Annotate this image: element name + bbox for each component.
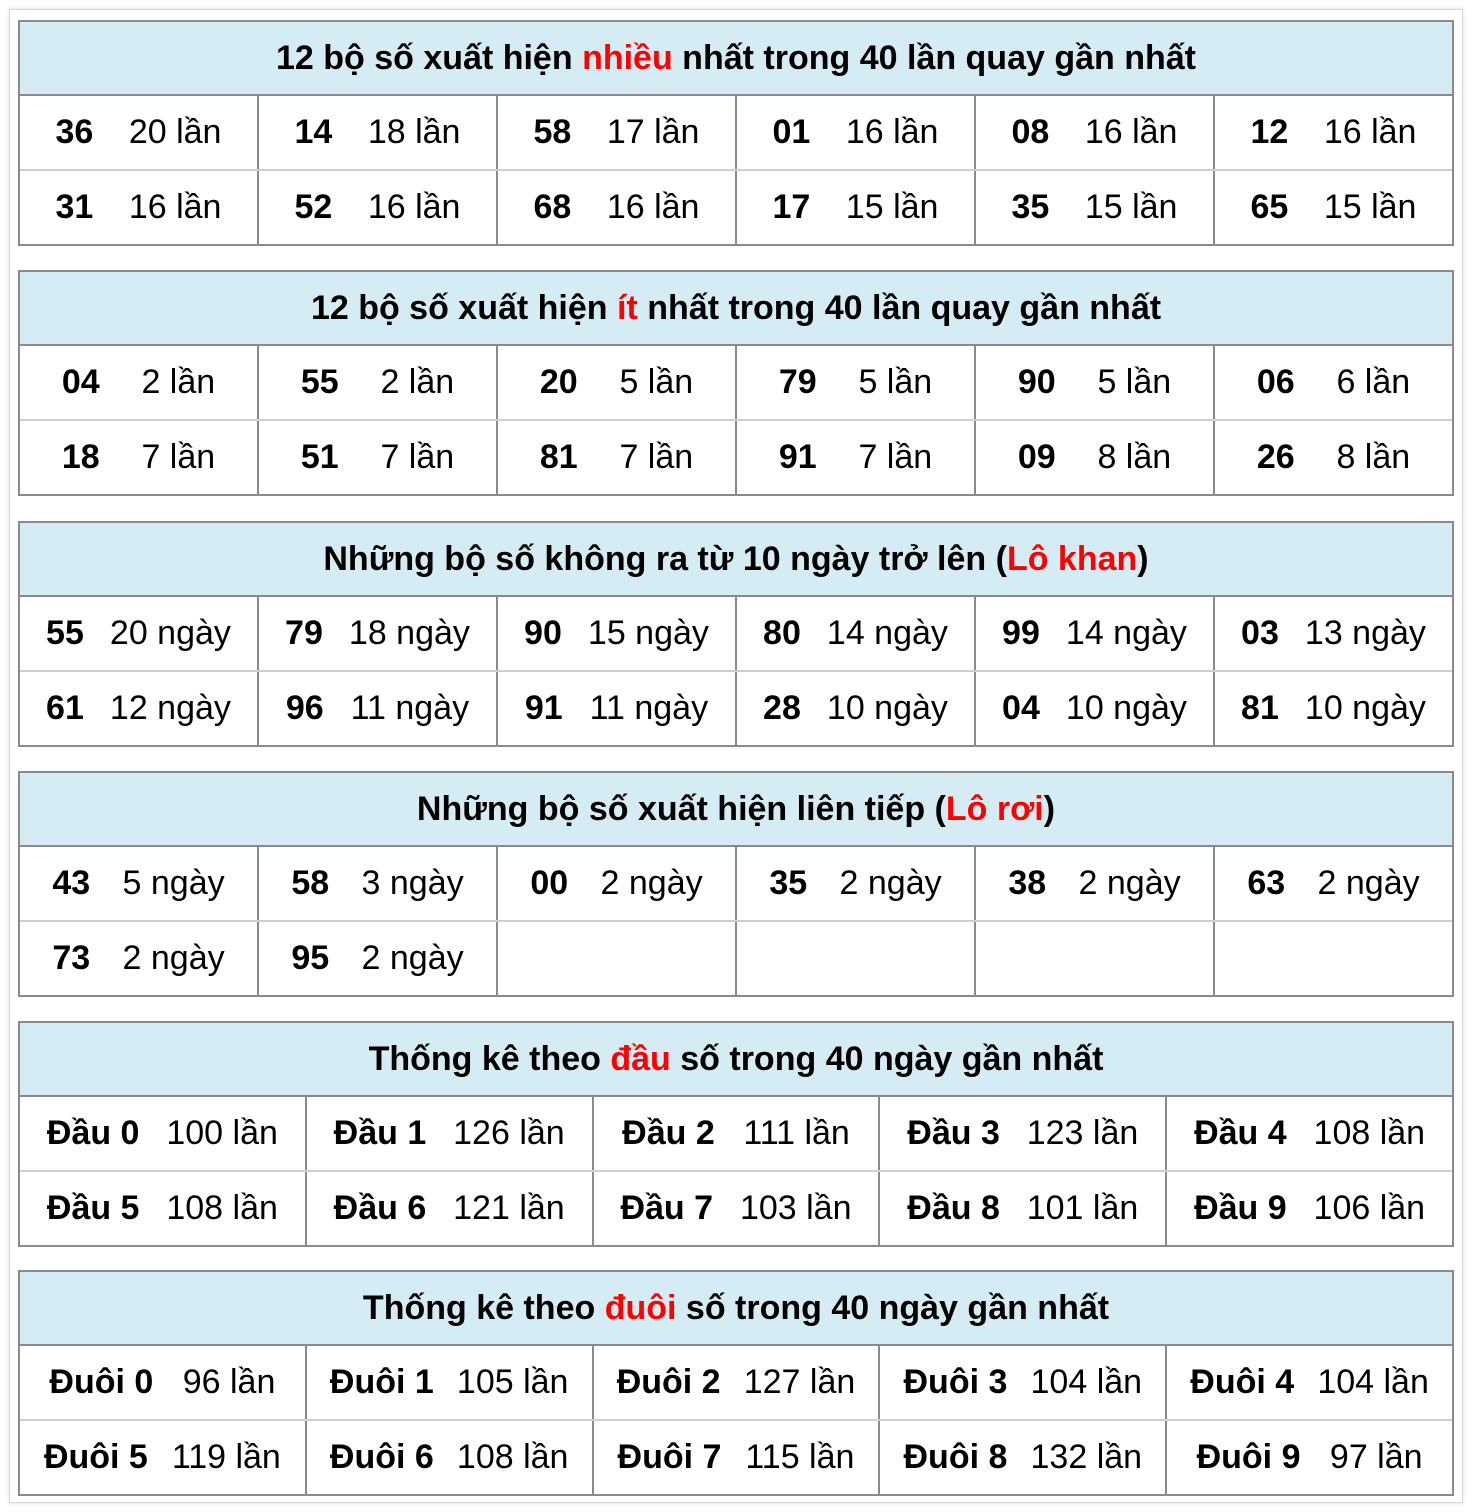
title-pre: Thống kê theo <box>362 1288 605 1327</box>
stat-number: 28 <box>763 689 801 727</box>
stat-number: 06 <box>1256 363 1295 401</box>
stat-count: 106 lần <box>1313 1189 1426 1227</box>
stat-cell <box>20 847 257 920</box>
stat-number: Đuôi 6 <box>329 1438 434 1476</box>
stat-number: 18 <box>61 438 100 476</box>
stat-number: 61 <box>46 689 84 727</box>
title-post: nhất trong 40 lần quay gần nhất <box>637 288 1162 327</box>
stat-count: 111 lần <box>743 1114 850 1152</box>
stat-number: 20 <box>539 363 578 401</box>
title-highlight: ít <box>617 288 638 327</box>
title-pre: Thống kê theo <box>368 1039 611 1078</box>
table-row <box>20 847 1452 920</box>
stat-count: 16 lần <box>606 188 700 226</box>
stat-count: 108 lần <box>456 1438 569 1476</box>
stat-number: 91 <box>778 438 817 476</box>
stat-number: Đầu 3 <box>907 1114 1000 1152</box>
stat-cell <box>20 96 257 169</box>
stat-count: 5 lần <box>858 363 933 401</box>
stat-cell <box>496 597 735 670</box>
stat-number: 91 <box>524 689 563 727</box>
stat-cell <box>496 96 735 169</box>
stat-cell <box>1213 672 1452 745</box>
stat-count: 2 ngày <box>839 864 942 902</box>
stat-count: 104 lần <box>1317 1363 1429 1401</box>
stat-count: 20 ngày <box>109 614 231 652</box>
stat-count: 16 lần <box>845 113 939 151</box>
table-row <box>20 597 1452 670</box>
stat-count: 108 lần <box>1313 1114 1426 1152</box>
title-pre: Những bộ số không ra từ 10 ngày trở lên ( <box>323 539 1007 578</box>
stat-cell <box>1213 597 1452 670</box>
stat-cell <box>878 1421 1165 1494</box>
stat-number: Đầu 6 <box>333 1189 427 1227</box>
stat-cell <box>1165 1097 1452 1170</box>
stat-cell <box>257 346 496 419</box>
stat-cell <box>20 421 257 494</box>
stat-cell <box>20 1421 305 1494</box>
stat-cell <box>1213 421 1452 494</box>
stat-number: 08 <box>1011 113 1050 151</box>
stat-number: Đuôi 9 <box>1196 1438 1301 1476</box>
title-post: ) <box>1043 789 1056 828</box>
stat-cell <box>1213 96 1452 169</box>
stat-count: 15 ngày <box>587 614 709 652</box>
stat-cell <box>1213 171 1452 244</box>
stat-cell <box>496 847 735 920</box>
stat-count: 2 ngày <box>1317 864 1420 902</box>
head-stats-table <box>18 1021 1454 1247</box>
stat-number: Đuôi 2 <box>616 1363 721 1401</box>
title-post: ) <box>1137 539 1149 578</box>
stat-cell <box>496 346 735 419</box>
stat-number: 51 <box>300 438 339 476</box>
stat-count: 15 lần <box>1323 188 1417 226</box>
stat-count: 2 ngày <box>1078 864 1181 902</box>
stat-count: 18 lần <box>367 113 461 151</box>
stat-number: Đầu 2 <box>622 1114 715 1152</box>
stat-count: 119 lần <box>171 1438 281 1476</box>
stat-count: 2 ngày <box>361 939 464 977</box>
stat-number: 17 <box>772 188 811 226</box>
stat-number: Đầu 4 <box>1194 1114 1287 1152</box>
title-post: nhất trong 40 lần quay gần nhất <box>672 38 1196 77</box>
stat-cell <box>20 346 257 419</box>
stat-cell <box>305 1421 592 1494</box>
stat-cell <box>20 922 257 995</box>
stat-count: 132 lần <box>1030 1438 1143 1476</box>
stat-number: 01 <box>772 113 811 151</box>
stat-count: 3 ngày <box>361 864 464 902</box>
stat-count: 5 lần <box>1097 363 1172 401</box>
stat-count: 16 lần <box>367 188 461 226</box>
stat-count: 15 lần <box>845 188 939 226</box>
stat-number: 38 <box>1008 864 1047 902</box>
table-title <box>20 1272 1452 1346</box>
stat-cell <box>20 1346 305 1419</box>
stat-count: 123 lần <box>1026 1114 1139 1152</box>
stat-cell <box>257 171 496 244</box>
stat-number: 04 <box>1002 689 1040 727</box>
stat-cell <box>1213 847 1452 920</box>
stat-number: 09 <box>1017 438 1056 476</box>
title-highlight: đuôi <box>604 1288 677 1327</box>
table-row <box>20 920 1452 995</box>
stat-number: 55 <box>46 614 84 652</box>
stat-number: 04 <box>61 363 100 401</box>
stat-count: 100 lần <box>166 1114 278 1152</box>
stat-number: Đuôi 7 <box>617 1438 722 1476</box>
stat-number: 81 <box>539 438 578 476</box>
stat-number: Đầu 1 <box>333 1114 427 1152</box>
stat-cell <box>496 421 735 494</box>
title-highlight: Lô khan <box>1006 539 1138 578</box>
stat-number: 52 <box>294 188 333 226</box>
most-frequent-table <box>18 20 1454 246</box>
stat-number: 68 <box>533 188 572 226</box>
stat-cell <box>257 597 496 670</box>
stat-count: 103 lần <box>739 1189 852 1227</box>
stat-number: 79 <box>285 614 323 652</box>
table-row <box>20 96 1452 169</box>
stat-cell <box>878 1172 1165 1245</box>
stat-number: 90 <box>524 614 562 652</box>
stat-number: Đuôi 0 <box>49 1363 154 1401</box>
stat-count: 115 lần <box>745 1438 855 1476</box>
stat-cell <box>592 1172 879 1245</box>
stat-cell <box>592 1346 879 1419</box>
least-frequent-table <box>18 270 1454 496</box>
stat-count: 11 ngày <box>589 689 709 727</box>
stat-number: 03 <box>1241 614 1279 652</box>
table-row <box>20 1419 1452 1494</box>
stat-number: Đầu 7 <box>620 1189 714 1227</box>
stat-count: 8 lần <box>1097 438 1172 476</box>
stat-cell <box>1165 1172 1452 1245</box>
stat-number: 96 <box>285 689 324 727</box>
stat-count: 105 lần <box>456 1363 569 1401</box>
stat-number: 55 <box>300 363 339 401</box>
stat-cell <box>257 922 496 995</box>
stat-cell <box>1213 346 1452 419</box>
stat-number: Đuôi 4 <box>1190 1363 1295 1401</box>
stat-count: 6 lần <box>1336 363 1411 401</box>
stat-cell <box>974 922 1213 995</box>
stat-cell <box>305 1346 592 1419</box>
stat-cell <box>20 1097 305 1170</box>
stat-number: 65 <box>1250 188 1289 226</box>
stat-count: 5 lần <box>619 363 694 401</box>
stat-cell <box>974 672 1213 745</box>
stat-number: 63 <box>1247 864 1286 902</box>
stat-count: 11 ngày <box>350 689 470 727</box>
stat-cell <box>20 1172 305 1245</box>
stat-cell <box>20 672 257 745</box>
table-row <box>20 419 1452 494</box>
stat-count: 7 lần <box>380 438 455 476</box>
stat-count: 2 lần <box>380 363 455 401</box>
stat-number: 79 <box>778 363 817 401</box>
title-pre: 12 bộ số xuất hiện <box>310 288 618 327</box>
stat-cell <box>974 847 1213 920</box>
lo-roi-table <box>18 771 1454 997</box>
stat-number: 99 <box>1002 614 1040 652</box>
stat-count: 8 lần <box>1336 438 1411 476</box>
stat-cell <box>735 346 974 419</box>
stat-cell <box>1165 1346 1452 1419</box>
table-row <box>20 169 1452 244</box>
stat-count: 108 lần <box>166 1189 278 1227</box>
stat-cell <box>592 1421 879 1494</box>
title-post: số trong 40 ngày gần nhất <box>676 1288 1110 1327</box>
stat-count: 14 ngày <box>826 614 948 652</box>
stat-number: 35 <box>1011 188 1050 226</box>
stat-number: 31 <box>55 188 94 226</box>
stat-number: Đầu 8 <box>907 1189 1000 1227</box>
stat-count: 96 lần <box>182 1363 276 1401</box>
stat-count: 2 lần <box>141 363 216 401</box>
stat-cell <box>974 421 1213 494</box>
stat-number: 58 <box>291 864 330 902</box>
stat-cell <box>878 1097 1165 1170</box>
stat-cell <box>735 922 974 995</box>
table-row <box>20 670 1452 745</box>
table-row <box>20 1097 1452 1170</box>
stat-number: Đầu 5 <box>46 1189 140 1227</box>
stat-cell <box>735 171 974 244</box>
title-highlight: đầu <box>610 1039 671 1078</box>
stat-count: 10 ngày <box>1304 689 1426 727</box>
stat-number: Đầu 9 <box>1194 1189 1287 1227</box>
stat-cell <box>735 96 974 169</box>
stat-cell <box>257 96 496 169</box>
stat-count: 18 ngày <box>348 614 470 652</box>
stat-count: 10 ngày <box>1065 689 1187 727</box>
stat-count: 126 lần <box>453 1114 565 1152</box>
stat-cell <box>305 1172 592 1245</box>
stat-number: Đuôi 1 <box>329 1363 434 1401</box>
stat-cell <box>1213 922 1452 995</box>
stat-count: 16 lần <box>128 188 222 226</box>
title-pre: 12 bộ số xuất hiện <box>275 38 583 77</box>
stat-cell <box>20 171 257 244</box>
stat-cell <box>735 672 974 745</box>
title-post: số trong 40 ngày gần nhất <box>670 1039 1104 1078</box>
stat-cell <box>974 346 1213 419</box>
table-title <box>20 22 1452 96</box>
stat-cell <box>735 421 974 494</box>
title-pre: Những bộ số xuất hiện liên tiếp ( <box>416 789 946 828</box>
stat-count: 2 ngày <box>600 864 703 902</box>
stat-count: 127 lần <box>743 1363 856 1401</box>
stat-number: 43 <box>52 864 91 902</box>
stat-number: Đuôi 8 <box>903 1438 1008 1476</box>
stat-number: 73 <box>52 939 91 977</box>
stat-number: 36 <box>55 113 94 151</box>
stat-count: 14 ngày <box>1065 614 1187 652</box>
stat-cell <box>878 1346 1165 1419</box>
stat-count: 16 lần <box>1323 113 1417 151</box>
stat-count: 15 lần <box>1084 188 1178 226</box>
stat-count: 10 ngày <box>826 689 948 727</box>
table-row <box>20 346 1452 419</box>
stat-number: Đuôi 3 <box>903 1363 1008 1401</box>
stat-number: 26 <box>1256 438 1295 476</box>
title-highlight: Lô rơi <box>945 789 1044 828</box>
stat-count: 5 ngày <box>122 864 225 902</box>
stat-cell <box>496 171 735 244</box>
stat-count: 7 lần <box>141 438 216 476</box>
stat-count: 20 lần <box>128 113 222 151</box>
table-title <box>20 523 1452 597</box>
stat-number: 00 <box>530 864 569 902</box>
stat-cell <box>974 171 1213 244</box>
stat-count: 13 ngày <box>1304 614 1426 652</box>
stat-number: 35 <box>769 864 808 902</box>
stat-count: 2 ngày <box>122 939 225 977</box>
stat-count: 12 ngày <box>109 689 231 727</box>
stat-cell <box>257 847 496 920</box>
stat-cell <box>496 922 735 995</box>
lo-khan-table <box>18 521 1454 747</box>
stat-cell <box>257 672 496 745</box>
stat-cell <box>735 847 974 920</box>
stat-cell <box>974 597 1213 670</box>
stat-number: 95 <box>291 939 330 977</box>
stat-number: 90 <box>1017 363 1056 401</box>
stat-cell <box>257 421 496 494</box>
stat-count: 97 lần <box>1329 1438 1423 1476</box>
stat-cell <box>592 1097 879 1170</box>
stat-count: 17 lần <box>606 113 700 151</box>
stat-cell <box>305 1097 592 1170</box>
table-title <box>20 1023 1452 1097</box>
stat-count: 7 lần <box>858 438 933 476</box>
stat-count: 16 lần <box>1084 113 1178 151</box>
stat-cell <box>735 597 974 670</box>
stat-count: 121 lần <box>453 1189 565 1227</box>
table-row <box>20 1346 1452 1419</box>
stat-number: 58 <box>533 113 572 151</box>
title-highlight: nhiều <box>582 38 673 77</box>
stat-number: Đầu 0 <box>46 1114 140 1152</box>
table-title <box>20 272 1452 346</box>
stat-number: 14 <box>294 113 333 151</box>
stat-count: 7 lần <box>619 438 694 476</box>
stat-number: Đuôi 5 <box>43 1438 148 1476</box>
table-row <box>20 1170 1452 1245</box>
stat-count: 101 lần <box>1026 1189 1139 1227</box>
stat-cell <box>974 96 1213 169</box>
stat-cell <box>1165 1421 1452 1494</box>
stat-number: 80 <box>763 614 801 652</box>
stat-number: 12 <box>1250 113 1289 151</box>
stat-number: 81 <box>1241 689 1279 727</box>
tail-stats-table <box>18 1270 1454 1496</box>
stat-cell <box>20 597 257 670</box>
stat-cell <box>496 672 735 745</box>
stat-count: 104 lần <box>1030 1363 1143 1401</box>
table-title <box>20 773 1452 847</box>
